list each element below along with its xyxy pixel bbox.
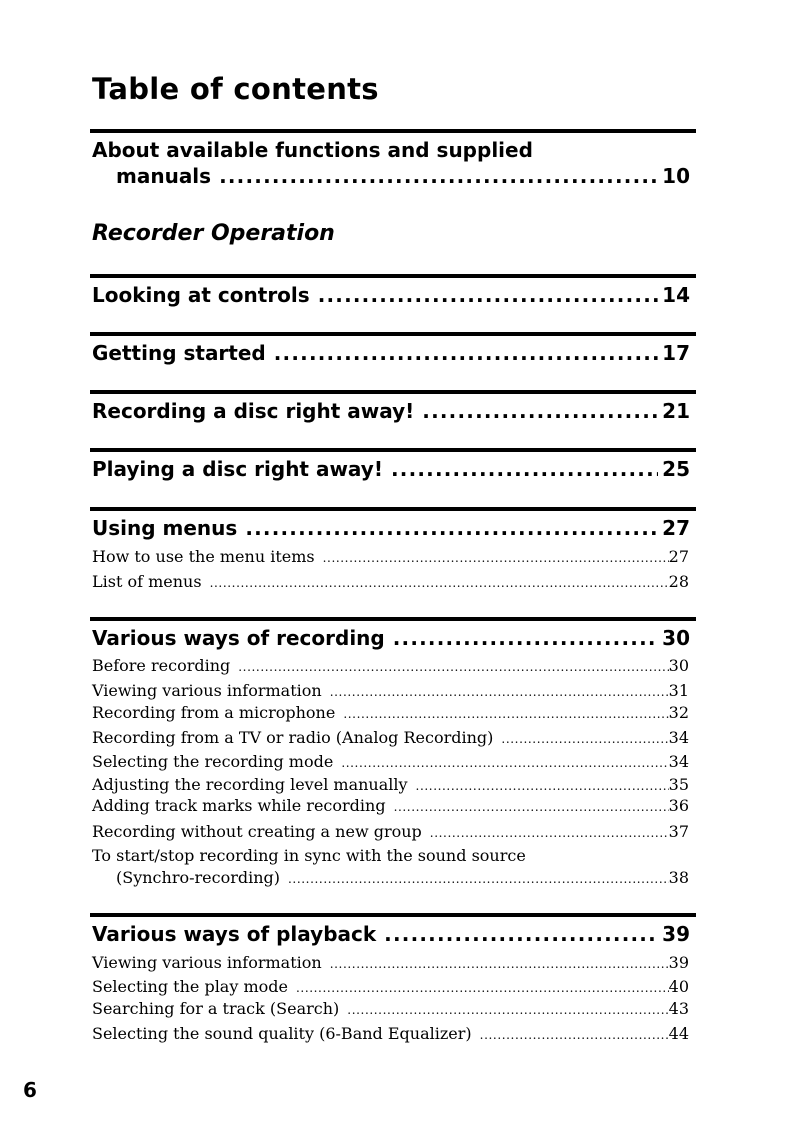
- leader-dots: [219, 164, 658, 188]
- toc-page-number: 27: [662, 516, 690, 540]
- toc-chapter[interactable]: [92, 399, 690, 423]
- leader-dots: [394, 800, 669, 814]
- leader-dots: [347, 1003, 668, 1017]
- toc-page-number: 35: [668, 775, 689, 794]
- leader-dots: [343, 707, 668, 721]
- toc-subentry[interactable]: [92, 728, 689, 747]
- toc-entry-label: Viewing various information: [92, 681, 322, 700]
- leader-dots: [238, 660, 668, 674]
- toc-entry-intro[interactable]: [116, 164, 690, 188]
- toc-page-number: 25: [662, 457, 690, 481]
- toc-page-number: 28: [668, 572, 689, 591]
- toc-page-number: 17: [662, 341, 690, 365]
- toc-entry-label: Searching for a track (Search): [92, 999, 340, 1018]
- toc-entry-label: Selecting the sound quality (6-Band Equalizer): [92, 1024, 472, 1043]
- toc-subentry[interactable]: [116, 868, 689, 887]
- toc-page-number: 39: [662, 922, 690, 946]
- toc-subentry[interactable]: [92, 1024, 689, 1043]
- toc-page-number: 38: [668, 868, 689, 887]
- toc-entry-label: Recording from a TV or radio (Analog Recording): [92, 728, 494, 747]
- section-rule: [90, 390, 696, 394]
- toc-page-number: 44: [668, 1024, 689, 1043]
- toc-page-number: 14: [662, 283, 690, 307]
- toc-subentry[interactable]: [92, 656, 689, 675]
- toc-entry-label: Adjusting the recording level manually: [92, 775, 408, 794]
- toc-subentry[interactable]: [92, 572, 689, 591]
- leader-dots: [323, 551, 669, 565]
- toc-entry-label: Playing a disc right away!: [92, 457, 383, 481]
- toc-chapter[interactable]: [92, 457, 690, 481]
- toc-entry-label: List of menus: [92, 572, 202, 591]
- toc-page-number: 21: [662, 399, 690, 423]
- section-rule: [90, 617, 696, 621]
- leader-dots: [384, 922, 658, 946]
- toc-entry-label: manuals: [116, 164, 212, 188]
- section-rule: [90, 448, 696, 452]
- leader-dots: [480, 1028, 669, 1042]
- toc-entry-intro-line1[interactable]: About available functions and supplied: [92, 138, 533, 162]
- leader-dots: [393, 626, 658, 650]
- leader-dots: [330, 957, 669, 971]
- toc-page-number: 10: [662, 164, 690, 188]
- toc-entry-label: Various ways of recording: [92, 626, 385, 650]
- section-heading: Recorder Operation: [92, 221, 335, 246]
- toc-page-number: 32: [668, 703, 689, 722]
- leader-dots: [210, 576, 669, 590]
- toc-entry-label: Adding track marks while recording: [92, 796, 386, 815]
- toc-page-number: 39: [668, 953, 689, 972]
- toc-entry-label: Recording without creating a new group: [92, 822, 422, 841]
- toc-entry-label: Recording a disc right away!: [92, 399, 415, 423]
- page-number: 6: [23, 1078, 37, 1102]
- toc-entry-label: Selecting the play mode: [92, 977, 288, 996]
- toc-chapter[interactable]: [92, 341, 690, 365]
- toc-subentry[interactable]: [92, 796, 689, 815]
- toc-entry-label: Viewing various information: [92, 953, 322, 972]
- toc-chapter[interactable]: [92, 626, 690, 650]
- toc-entry-label: (Synchro-recording): [116, 868, 281, 887]
- toc-entry-label: Getting started: [92, 341, 266, 365]
- toc-subentry-line1[interactable]: To start/stop recording in sync with the sound source: [92, 846, 526, 865]
- toc-subentry[interactable]: [92, 752, 689, 771]
- toc-entry-label: Using menus: [92, 516, 238, 540]
- toc-page-number: 36: [668, 796, 689, 815]
- toc-entry-label: Recording from a microphone: [92, 703, 336, 722]
- toc-page-number: 30: [662, 626, 690, 650]
- toc-subentry[interactable]: [92, 822, 689, 841]
- toc-subentry[interactable]: [92, 681, 689, 700]
- toc-entry-label: Selecting the recording mode: [92, 752, 334, 771]
- toc-page-number: 34: [668, 752, 689, 771]
- toc-page-number: 30: [668, 656, 689, 675]
- section-rule: [90, 507, 696, 511]
- toc-chapter[interactable]: [92, 516, 690, 540]
- toc-chapter[interactable]: [92, 922, 690, 946]
- section-rule: [90, 332, 696, 336]
- toc-subentry[interactable]: [92, 547, 689, 566]
- leader-dots: [296, 981, 669, 995]
- leader-dots: [501, 732, 668, 746]
- toc-page-number: 27: [668, 547, 689, 566]
- leader-dots: [330, 685, 669, 699]
- toc-page-number: 31: [668, 681, 689, 700]
- toc-entry-label: Looking at controls: [92, 283, 310, 307]
- leader-dots: [318, 283, 658, 307]
- page-title: Table of contents: [92, 72, 379, 106]
- section-rule: [90, 129, 696, 133]
- toc-page-number: 43: [668, 999, 689, 1018]
- leader-dots: [422, 399, 658, 423]
- toc-entry-label: How to use the menu items: [92, 547, 315, 566]
- toc-subentry[interactable]: [92, 775, 689, 794]
- toc-subentry[interactable]: [92, 977, 689, 996]
- toc-chapter[interactable]: [92, 283, 690, 307]
- toc-subentry[interactable]: [92, 953, 689, 972]
- toc-page-number: 34: [668, 728, 689, 747]
- leader-dots: [430, 826, 669, 840]
- section-rule: [90, 913, 696, 917]
- leader-dots: [245, 516, 658, 540]
- toc-entry-label: Before recording: [92, 656, 231, 675]
- toc-subentry[interactable]: [92, 999, 689, 1018]
- leader-dots: [391, 457, 658, 481]
- section-rule: [90, 274, 696, 278]
- toc-page-number: 40: [668, 977, 689, 996]
- toc-entry-label: Various ways of playback: [92, 922, 377, 946]
- leader-dots: [288, 872, 669, 886]
- leader-dots: [274, 341, 658, 365]
- toc-subentry[interactable]: [92, 703, 689, 722]
- leader-dots: [341, 756, 668, 770]
- leader-dots: [416, 779, 669, 793]
- toc-page-number: 37: [668, 822, 689, 841]
